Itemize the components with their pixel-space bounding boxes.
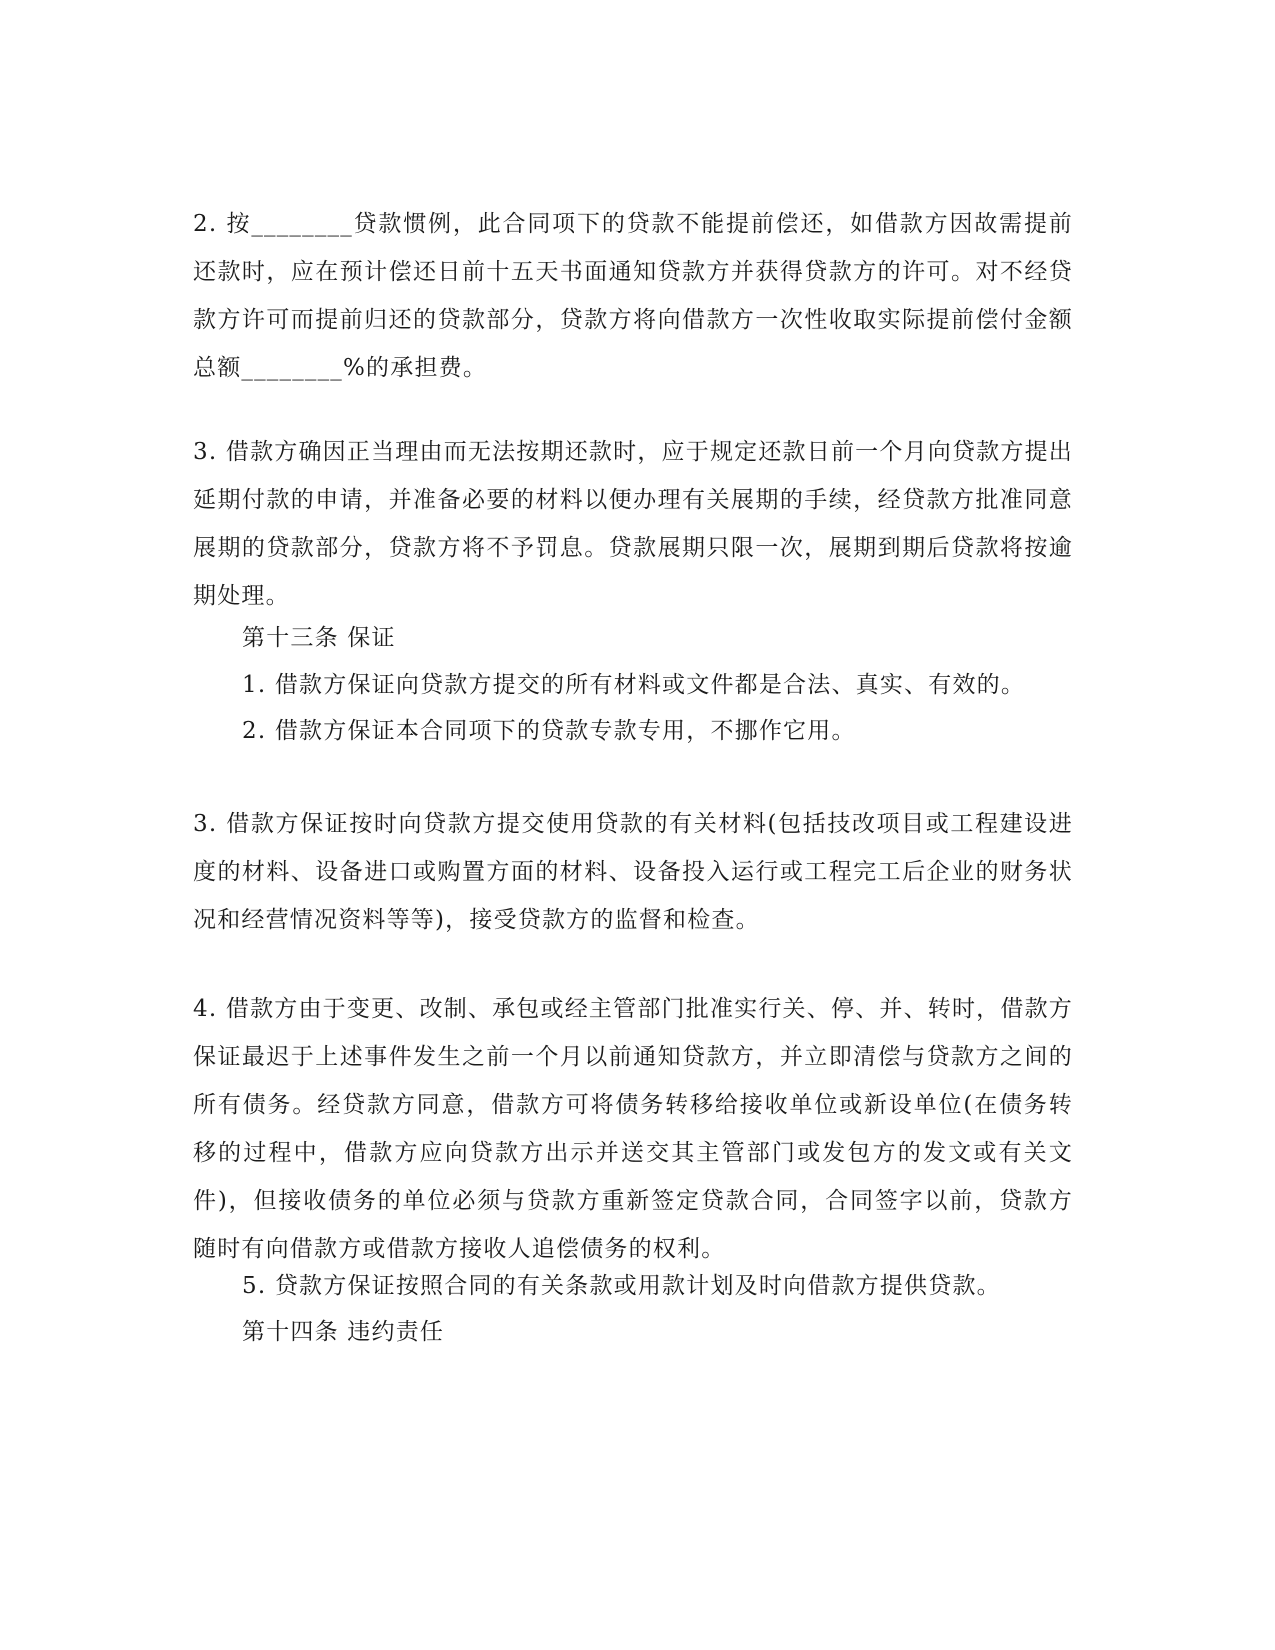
clause-13-item-2: 2. 借款方保证本合同项下的贷款专款专用，不挪作它用。 xyxy=(242,718,856,744)
clause-13-item-4: 4. 借款方由于变更、改制、承包或经主管部门批准实行关、停、并、转时，借款方保证最迟于上述事件发生之前一个月以前通知贷款方，并立即清偿与贷款方之间的所有债务。经贷款方同意，借款方可将债务转移给接收单位或新设单位(在债务转移的过程中，借款方应向贷款方出示并送交其主管部门或发包方的发文或有关文件)，但接收债务的单位必须与贷款方重新签定贷款合同，合同签字以前，贷款方随时有向借款方或借款方接收人追偿债务的权利。 xyxy=(193,996,1073,1262)
article-13-heading: 第十三条 保证 xyxy=(242,625,396,651)
article-14-heading: 第十四条 违约责任 xyxy=(242,1319,445,1345)
clause-13-item-5: 5. 贷款方保证按照合同的有关条款或用款计划及时向借款方提供贷款。 xyxy=(242,1273,1001,1299)
clause-12-item-2: 2. 按________贷款惯例，此合同项下的贷款不能提前偿还，如借款方因故需提前还款时，应在预计偿还日前十五天书面通知贷款方并获得贷款方的许可。对不经贷款方许可而提前归还的贷款部分，贷款方将向借款方一次性收取实际提前偿付金额总额________%的承担费。 xyxy=(193,211,1073,381)
clause-13-item-1: 1. 借款方保证向贷款方提交的所有材料或文件都是合法、真实、有效的。 xyxy=(242,672,1026,698)
clause-13-item-3: 3. 借款方保证按时向贷款方提交使用贷款的有关材料(包括技改项目或工程建设进度的材料、设备进口或购置方面的材料、设备投入运行或工程完工后企业的财务状况和经营情况资料等等)，接受贷款方的监督和检查。 xyxy=(193,811,1073,933)
clause-12-item-3: 3. 借款方确因正当理由而无法按期还款时，应于规定还款日前一个月向贷款方提出延期付款的申请，并准备必要的材料以便办理有关展期的手续，经贷款方批准同意展期的贷款部分，贷款方将不予罚息。贷款展期只限一次，展期到期后贷款将按逾期处理。 xyxy=(193,439,1073,609)
